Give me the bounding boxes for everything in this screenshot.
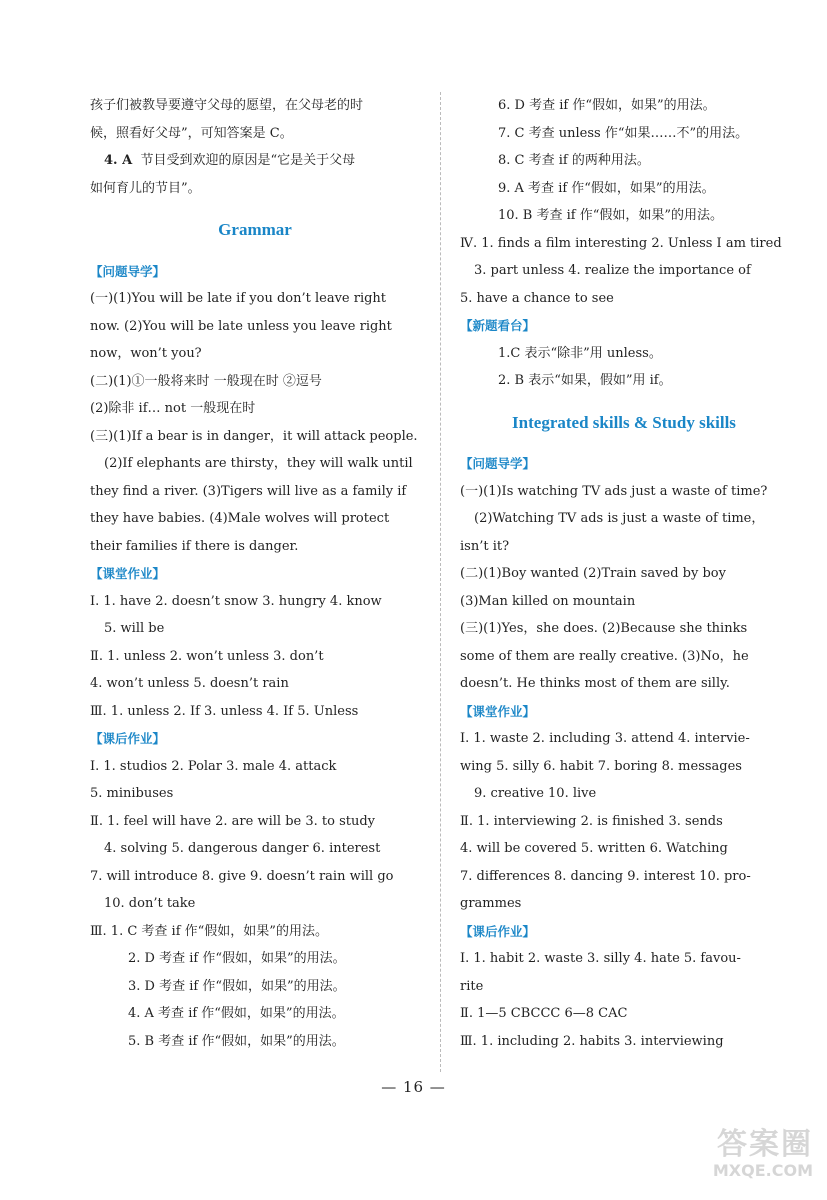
section-tag: 【问题导学】 xyxy=(460,456,536,471)
right-column xyxy=(460,92,788,1055)
text-line: Ⅰ. 1. habit 2. waste 3. silly 4. hate 5. favou- xyxy=(460,951,741,966)
text-line: 3. D 考查 if 作“假如，如果”的用法。 xyxy=(128,978,346,994)
text-line: 6. D 考查 if 作“假如，如果”的用法。 xyxy=(498,98,716,113)
answer-number: 4. A xyxy=(104,153,133,168)
text-line: 4. solving 5. dangerous danger 6. interest xyxy=(104,841,381,856)
section-tag: 【新题看台】 xyxy=(460,318,536,333)
column-divider xyxy=(440,92,441,1072)
text-line: Ⅲ. 1. C 考查 if 作“假如，如果”的用法。 xyxy=(90,923,328,939)
text-line: 9. creative 10. live xyxy=(474,786,597,801)
text-line: doesn’t. He thinks most of them are silly. xyxy=(460,676,730,691)
page-number: — 16 — xyxy=(381,1078,446,1096)
watermark-subtext: MXQE.COM xyxy=(712,1161,813,1180)
text-line: (3)Man killed on mountain xyxy=(460,593,636,609)
text-line: now，won’t you? xyxy=(90,346,202,361)
answer-text: 节目受到欢迎的原因是“它是关于父母 xyxy=(140,153,356,168)
text-line: 5. B 考查 if 作“假如，如果”的用法。 xyxy=(128,1033,345,1049)
text-line: 5. minibuses xyxy=(90,786,174,801)
text-line: 7. differences 8. dancing 9. interest 10. pro- xyxy=(460,868,751,884)
text-line: their families if there is danger. xyxy=(90,538,299,554)
text-line: Ⅱ. 1. interviewing 2. is finished 3. sends xyxy=(460,813,723,829)
text-line: (2)If elephants are thirsty，they will walk until xyxy=(104,456,413,471)
section-tag: 【课堂作业】 xyxy=(460,703,536,719)
text-line: Ⅲ. 1. unless 2. If 3. unless 4. If 5. Unless xyxy=(90,703,359,719)
text-line: some of them are really creative. (3)No，he xyxy=(460,648,749,664)
text-line: 5. have a chance to see xyxy=(460,290,614,306)
text-line: (2)Watching TV ads is just a waste of time， xyxy=(474,511,765,526)
text-line: (2)除非 if… not 一般现在时 xyxy=(90,401,256,416)
text-line: 4. won’t unless 5. doesn’t rain xyxy=(90,676,289,691)
text-line: isn’t it? xyxy=(460,538,510,554)
text-line: Ⅰ. 1. have 2. doesn’t snow 3. hungry 4. know xyxy=(90,593,382,609)
text-line: 3. part unless 4. realize the importance of xyxy=(474,263,751,278)
text-line: 7. C 考查 unless 作“如果……不”的用法。 xyxy=(498,125,749,141)
text-line: (一)(1)You will be late if you don’t leave right xyxy=(90,291,387,306)
watermark-logo xyxy=(693,1128,813,1186)
text-line: 4. will be covered 5. written 6. Watching xyxy=(460,841,728,856)
answer-item xyxy=(90,147,420,175)
text-line: (一)(1)Is watching TV ads just a waste of time? xyxy=(460,483,768,499)
text-line: 9. A 考查 if 作“假如，如果”的用法。 xyxy=(498,180,715,196)
text-line: 5. will be xyxy=(104,621,165,636)
text-line: Ⅱ. 1—5 CBCCC 6—8 CAC xyxy=(460,1006,628,1021)
text-line: Ⅰ. 1. studios 2. Polar 3. male 4. attack xyxy=(90,758,337,774)
text-line: (三)(1)If a bear is in danger，it will attack people. xyxy=(90,428,418,444)
text-line: (三)(1)Yes，she does. (2)Because she thinks xyxy=(460,621,748,636)
text-line: they find a river. (3)Tigers will live as a family if xyxy=(90,483,407,499)
text-line: Ⅲ. 1. including 2. habits 3. interviewing xyxy=(460,1033,724,1049)
text-line: now. (2)You will be late unless you leave right xyxy=(90,318,392,334)
text-line: 候，照看好父母”，可知答案是 C。 xyxy=(90,125,293,141)
text-line: 2. D 考查 if 作“假如，如果”的用法。 xyxy=(128,951,346,966)
section-title-grammar: Grammar xyxy=(218,220,292,239)
text-line: 7. will introduce 8. give 9. doesn’t rain will go xyxy=(90,868,394,884)
section-tag: 【课后作业】 xyxy=(460,923,536,939)
text-line: they have babies. (4)Male wolves will protect xyxy=(90,511,390,526)
section-tag: 【问题导学】 xyxy=(90,263,166,279)
text-line: (二)(1)①一般将来时 一般现在时 ②逗号 xyxy=(90,373,322,389)
text-line: Ⅱ. 1. unless 2. won’t unless 3. don’t xyxy=(90,648,324,664)
text-line: 10. don’t take xyxy=(104,896,196,911)
text-line: 2. B 表示“如果，假如”用 if。 xyxy=(498,373,672,388)
section-tag: 【课后作业】 xyxy=(90,731,166,746)
text-line: 4. A 考查 if 作“假如，如果”的用法。 xyxy=(128,1006,345,1021)
text-line: 10. B 考查 if 作“假如，如果”的用法。 xyxy=(498,208,724,223)
text-line: 如何育儿的节目”。 xyxy=(90,180,201,196)
text-line: Ⅱ. 1. feel will have 2. are will be 3. to study xyxy=(90,813,376,829)
watermark-text: 答案圈 xyxy=(717,1127,813,1162)
text-line: 1.C 表示“除非”用 unless。 xyxy=(498,345,662,361)
text-line: wing 5. silly 6. habit 7. boring 8. messages xyxy=(460,758,742,774)
text-line: (二)(1)Boy wanted (2)Train saved by boy xyxy=(460,566,726,581)
text-line: 孩子们被教导要遵守父母的愿望，在父母老的时 xyxy=(90,98,364,113)
text-line: Ⅰ. 1. waste 2. including 3. attend 4. intervie- xyxy=(460,731,750,746)
section-tag: 【课堂作业】 xyxy=(90,566,166,581)
section-title-skills: Integrated skills & Study skills xyxy=(512,412,736,432)
text-line: Ⅳ. 1. finds a film interesting 2. Unless I am tired xyxy=(460,235,782,251)
text-line: grammes xyxy=(460,896,522,911)
text-line: rite xyxy=(460,978,484,994)
text-line: 8. C 考查 if 的两种用法。 xyxy=(498,153,650,168)
left-column xyxy=(90,92,420,1055)
